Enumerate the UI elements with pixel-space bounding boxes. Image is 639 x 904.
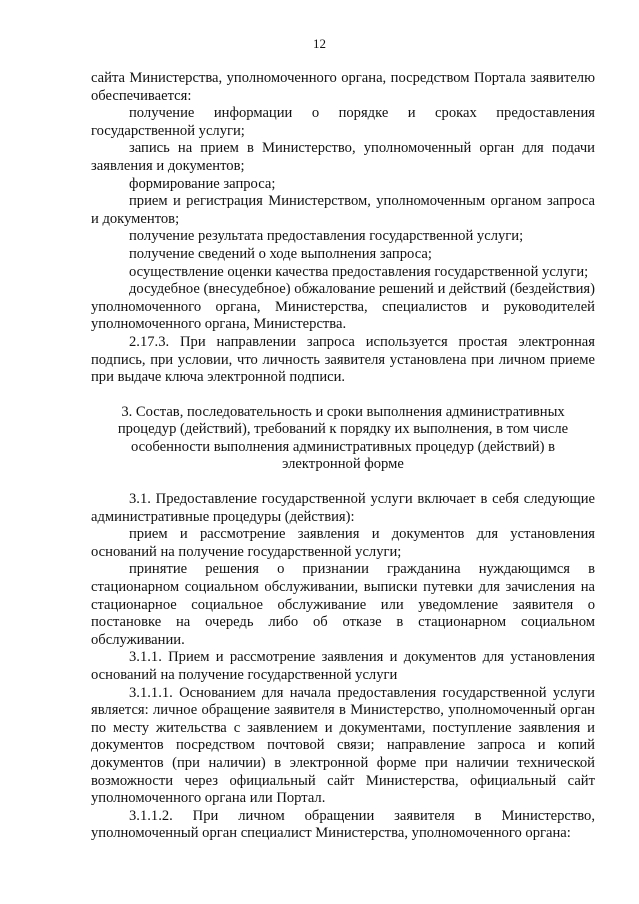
paragraph: принятие решения о признании гражданина нуждающимся в стационарном социальном обслуживании, выписки путевки для зачисления на стационарное социальное обслуживание или уведомление заявителя о постановке на очередь либо об отказе в стационарном социальном обслуживании. bbox=[91, 561, 595, 648]
paragraph: получение сведений о ходе выполнения запроса; bbox=[129, 245, 432, 262]
paragraph: 3.1. Предоставление государственной услуги включает в себя следующие административные процедуры (действия): bbox=[91, 491, 595, 525]
paragraph: досудебное (внесудебное) обжалование решений и действий (бездействия) уполномоченного органа, Министерства, специалистов и руководителей уполномоченного органа, Министерства. bbox=[91, 281, 595, 333]
paragraph: запись на прием в Министерство, уполномоченный орган для подачи заявления и документов; bbox=[91, 140, 595, 174]
paragraph: 3.1.1.1. Основанием для начала предоставления государственной услуги является: личное обращение заявителя в Министерство, уполномоченный орган по месту жительства с заявлением и документами, поступление заявления и документов посредством почтовой связи; направление запроса и копий документов (при наличии) в электронной форме при наличии технической возможности через официальный сайт Министерства, официальный сайт уполномоченного органа или Портал. bbox=[91, 684, 595, 807]
paragraph: получение результата предоставления государственной услуги; bbox=[129, 228, 524, 245]
paragraph-group-bottom bbox=[91, 491, 595, 843]
section-heading: 3. Состав, последовательность и сроки выполнения административных процедур (действий), требований к порядку их выполнения, в том числе особенности выполнения административных процедур (действий) в электронной форме bbox=[117, 403, 569, 473]
paragraph: прием и рассмотрение заявления и документов для установления оснований на получение государственной услуги; bbox=[91, 526, 595, 560]
paragraph: сайта Министерства, уполномоченного органа, посредством Портала заявителю обеспечивается: bbox=[91, 70, 595, 104]
paragraph: осуществление оценки качества предоставления государственной услуги; bbox=[129, 263, 589, 280]
paragraph: прием и регистрация Министерством, уполномоченным органом запроса и документов; bbox=[91, 193, 595, 227]
paragraph: 3.1.1. Прием и рассмотрение заявления и документов для установления оснований на получение государственной услуги bbox=[91, 649, 595, 683]
paragraph: получение информации о порядке и сроках предоставления государственной услуги; bbox=[91, 105, 595, 139]
paragraph: 3.1.1.2. При личном обращении заявителя в Министерство, уполномоченный орган специалист Министерства, уполномоченного органа: bbox=[91, 807, 595, 842]
paragraph: формирование запроса; bbox=[129, 175, 276, 192]
paragraph-group-top bbox=[91, 70, 595, 387]
page-number: 12 bbox=[313, 36, 326, 51]
paragraph: 2.17.3. При направлении запроса используется простая электронная подпись, при условии, что личность заявителя установлена при личном приеме при выдаче ключа электронной подписи. bbox=[91, 333, 595, 386]
document-body bbox=[91, 70, 595, 843]
